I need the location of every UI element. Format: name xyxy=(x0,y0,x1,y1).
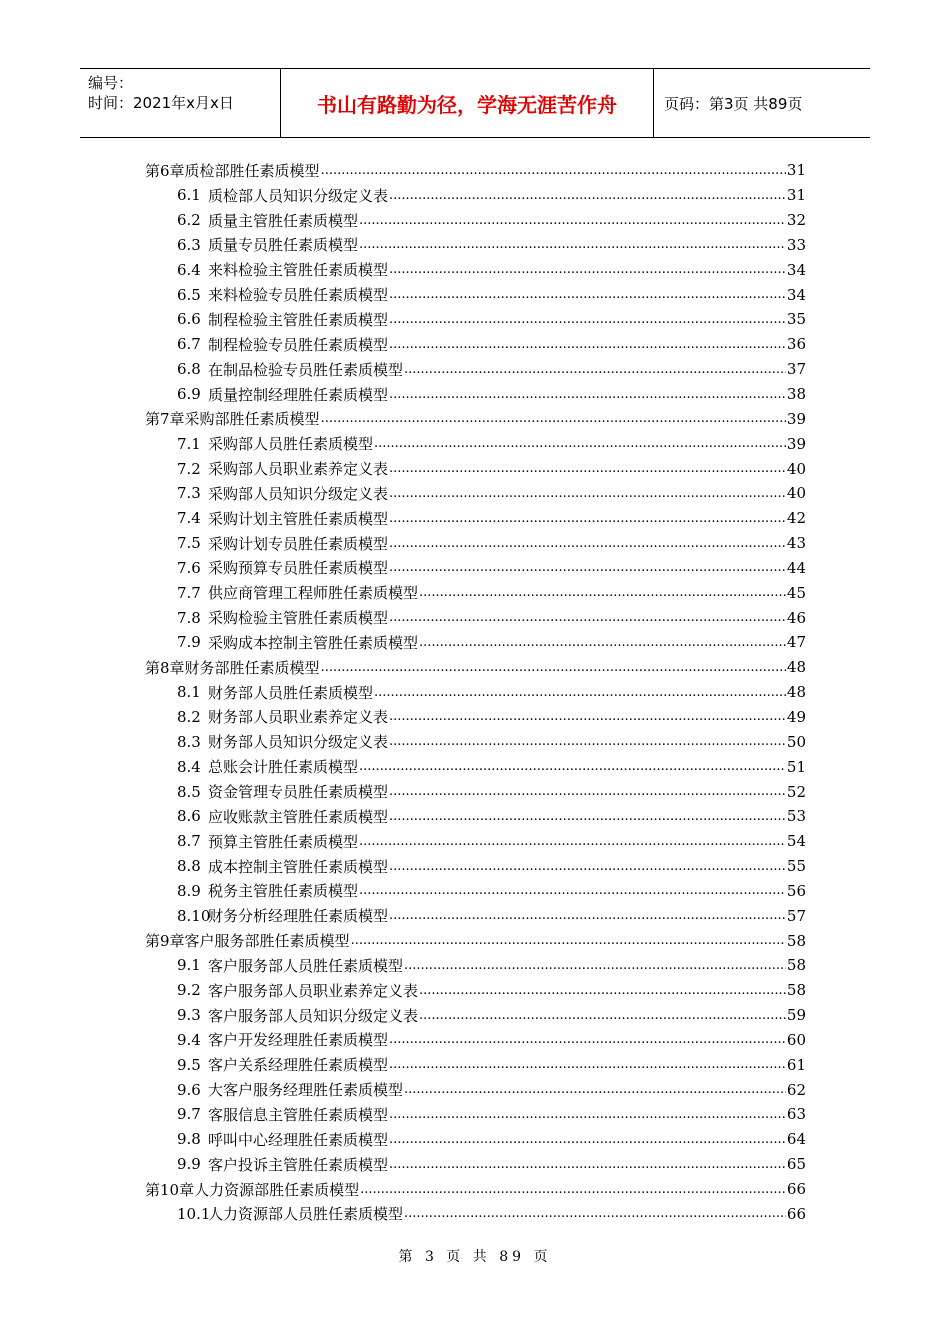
code-label: 编号： xyxy=(88,74,134,92)
toc-entry-number: 9.1 xyxy=(177,956,201,975)
table-of-contents xyxy=(145,158,806,1226)
toc-entry-page: 54 xyxy=(786,832,806,851)
toc-entry-number: 8.8 xyxy=(177,857,201,876)
toc-entry-page: 34 xyxy=(786,285,806,304)
toc-entry-page: 63 xyxy=(786,1105,806,1124)
toc-section-entry[interactable] xyxy=(145,1052,806,1077)
toc-entry-number: 6.7 xyxy=(177,335,201,354)
toc-entry-number: 9.7 xyxy=(177,1105,201,1124)
toc-entry-number: 8.6 xyxy=(177,807,201,826)
toc-entry-page: 51 xyxy=(786,757,806,776)
toc-section-entry[interactable] xyxy=(145,580,806,605)
toc-entry-title: 质量主管胜任素质模型 xyxy=(208,211,359,230)
toc-entry-title: 应收账款主管胜任素质模型 xyxy=(208,807,389,826)
toc-entry-title: 质检部人员知识分级定义表 xyxy=(208,186,389,205)
toc-leader-dots xyxy=(389,536,786,551)
toc-entry-number: 8.4 xyxy=(177,757,201,776)
toc-entry-title: 采购成本控制主管胜任素质模型 xyxy=(208,633,419,652)
header-meta xyxy=(80,69,281,137)
toc-entry-page: 50 xyxy=(786,732,806,751)
toc-section-entry[interactable] xyxy=(145,705,806,730)
toc-entry-number: 7.2 xyxy=(177,459,201,478)
toc-entry-page: 44 xyxy=(786,558,806,577)
toc-entry-title: 采购检验主管胜任素质模型 xyxy=(208,609,389,628)
toc-section-entry[interactable] xyxy=(145,1003,806,1028)
page-footer: 第 3 页 共 89 页 xyxy=(398,1249,552,1265)
toc-entry-number: 9.5 xyxy=(177,1055,201,1074)
toc-section-entry[interactable] xyxy=(145,456,806,481)
toc-leader-dots xyxy=(404,362,786,377)
toc-leader-dots xyxy=(359,237,786,252)
toc-entry-page: 35 xyxy=(786,310,806,329)
toc-entry-number: 6.6 xyxy=(177,310,201,329)
toc-entry-page: 43 xyxy=(786,534,806,553)
toc-section-entry[interactable] xyxy=(145,556,806,581)
toc-entry-page: 48 xyxy=(786,683,806,702)
toc-chapter-entry[interactable] xyxy=(145,1177,806,1202)
toc-entry-number: 第10章 xyxy=(145,1180,195,1199)
toc-leader-dots xyxy=(389,908,786,923)
toc-entry-title: 采购部人员职业素养定义表 xyxy=(208,460,389,479)
toc-entry-page: 40 xyxy=(786,459,806,478)
toc-entry-page: 45 xyxy=(786,583,806,602)
time-label: 时间：2021年x月x日 xyxy=(88,94,234,112)
toc-section-entry[interactable] xyxy=(145,630,806,655)
toc-leader-dots xyxy=(389,262,786,277)
toc-entry-title: 财务部胜任素质模型 xyxy=(184,658,320,677)
toc-section-entry[interactable] xyxy=(145,531,806,556)
toc-entry-title: 客户服务部人员职业素养定义表 xyxy=(208,981,419,1000)
header-motto: 书山有路勤为径，学海无涯苦作舟 xyxy=(281,69,654,137)
toc-leader-dots xyxy=(389,610,786,625)
toc-section-entry[interactable] xyxy=(145,431,806,456)
toc-leader-dots xyxy=(419,635,786,650)
toc-entry-number: 6.9 xyxy=(177,385,201,404)
toc-entry-number: 7.9 xyxy=(177,633,201,652)
toc-entry-page: 58 xyxy=(786,931,806,950)
toc-entry-number: 7.4 xyxy=(177,509,201,528)
toc-leader-dots xyxy=(321,163,786,178)
toc-entry-title: 客户服务部人员知识分级定义表 xyxy=(208,1006,419,1025)
toc-leader-dots xyxy=(389,1032,786,1047)
toc-leader-dots xyxy=(404,1082,786,1097)
toc-entry-title: 采购部人员胜任素质模型 xyxy=(208,435,374,454)
toc-leader-dots xyxy=(389,511,786,526)
toc-entry-page: 60 xyxy=(786,1030,806,1049)
toc-section-entry[interactable] xyxy=(145,903,806,928)
toc-entry-number: 9.3 xyxy=(177,1006,201,1025)
toc-entry-title: 质检部胜任素质模型 xyxy=(184,161,320,180)
toc-section-entry[interactable] xyxy=(145,1028,806,1053)
toc-chapter-entry[interactable] xyxy=(145,928,806,953)
toc-section-entry[interactable] xyxy=(145,1127,806,1152)
toc-entry-title: 在制品检验专员胜任素质模型 xyxy=(208,360,404,379)
toc-entry-title: 质量控制经理胜任素质模型 xyxy=(208,385,389,404)
toc-entry-title: 财务分析经理胜任素质模型 xyxy=(208,907,389,926)
toc-entry-number: 7.3 xyxy=(177,484,201,503)
toc-entry-number: 6.3 xyxy=(177,235,201,254)
toc-entry-title: 采购部胜任素质模型 xyxy=(184,410,320,429)
toc-entry-page: 66 xyxy=(786,1180,806,1199)
toc-entry-title: 人力资源部胜任素质模型 xyxy=(194,1180,360,1199)
toc-leader-dots xyxy=(360,1182,786,1197)
toc-leader-dots xyxy=(389,461,786,476)
toc-entry-page: 52 xyxy=(786,782,806,801)
toc-section-entry[interactable] xyxy=(145,878,806,903)
toc-entry-page: 42 xyxy=(786,509,806,528)
toc-entry-number: 6.5 xyxy=(177,285,201,304)
toc-entry-number: 第9章 xyxy=(145,932,185,951)
toc-entry-title: 客户关系经理胜任素质模型 xyxy=(208,1056,389,1075)
toc-entry-page: 32 xyxy=(786,211,806,230)
toc-entry-title: 客户投诉主管胜任素质模型 xyxy=(208,1155,389,1174)
toc-chapter-entry[interactable] xyxy=(145,655,806,680)
toc-entry-number: 7.8 xyxy=(177,608,201,627)
toc-leader-dots xyxy=(389,734,786,749)
toc-section-entry[interactable] xyxy=(145,1152,806,1177)
toc-entry-title: 资金管理专员胜任素质模型 xyxy=(208,783,389,802)
toc-entry-page: 33 xyxy=(786,235,806,254)
toc-leader-dots xyxy=(419,983,786,998)
toc-leader-dots xyxy=(359,759,786,774)
toc-entry-number: 9.2 xyxy=(177,981,201,1000)
toc-entry-title: 人力资源部人员胜任素质模型 xyxy=(208,1205,404,1224)
toc-leader-dots xyxy=(389,1107,786,1122)
toc-entry-number: 10.1 xyxy=(177,1204,211,1223)
toc-entry-page: 59 xyxy=(786,1006,806,1025)
toc-leader-dots xyxy=(359,834,786,849)
toc-entry-title: 采购计划专员胜任素质模型 xyxy=(208,534,389,553)
toc-entry-page: 56 xyxy=(786,881,806,900)
toc-entry-number: 第6章 xyxy=(145,161,185,180)
toc-leader-dots xyxy=(351,933,786,948)
toc-entry-number: 7.1 xyxy=(177,434,201,453)
toc-entry-number: 9.4 xyxy=(177,1030,201,1049)
toc-entry-number: 6.4 xyxy=(177,260,201,279)
toc-entry-title: 财务部人员职业素养定义表 xyxy=(208,708,389,727)
toc-leader-dots xyxy=(389,1057,786,1072)
toc-leader-dots xyxy=(374,436,786,451)
toc-leader-dots xyxy=(389,312,786,327)
toc-entry-number: 8.3 xyxy=(177,732,201,751)
toc-entry-title: 来料检验主管胜任素质模型 xyxy=(208,261,389,280)
toc-section-entry[interactable] xyxy=(145,804,806,829)
toc-section-entry[interactable] xyxy=(145,357,806,382)
toc-section-entry[interactable] xyxy=(145,382,806,407)
toc-entry-page: 53 xyxy=(786,807,806,826)
toc-section-entry[interactable] xyxy=(145,1201,806,1226)
toc-entry-title: 大客户服务经理胜任素质模型 xyxy=(208,1081,404,1100)
toc-section-entry[interactable] xyxy=(145,183,806,208)
toc-entry-title: 制程检验专员胜任素质模型 xyxy=(208,335,389,354)
toc-leader-dots xyxy=(389,560,786,575)
toc-entry-page: 34 xyxy=(786,260,806,279)
toc-leader-dots xyxy=(389,1132,786,1147)
toc-entry-title: 客户服务部人员胜任素质模型 xyxy=(208,956,404,975)
toc-section-entry[interactable] xyxy=(145,779,806,804)
toc-section-entry[interactable] xyxy=(145,1102,806,1127)
toc-entry-page: 39 xyxy=(786,434,806,453)
toc-entry-number: 7.6 xyxy=(177,558,201,577)
toc-section-entry[interactable] xyxy=(145,282,806,307)
toc-section-entry[interactable] xyxy=(145,953,806,978)
toc-leader-dots xyxy=(321,660,786,675)
toc-section-entry[interactable] xyxy=(145,754,806,779)
toc-entry-title: 客户开发经理胜任素质模型 xyxy=(208,1031,389,1050)
toc-entry-page: 62 xyxy=(786,1080,806,1099)
toc-entry-page: 39 xyxy=(786,409,806,428)
toc-entry-title: 呼叫中心经理胜任素质模型 xyxy=(208,1130,389,1149)
toc-entry-title: 来料检验专员胜任素质模型 xyxy=(208,286,389,305)
toc-section-entry[interactable] xyxy=(145,233,806,258)
toc-entry-page: 40 xyxy=(786,484,806,503)
toc-section-entry[interactable] xyxy=(145,605,806,630)
toc-section-entry[interactable] xyxy=(145,1077,806,1102)
toc-entry-page: 61 xyxy=(786,1055,806,1074)
toc-entry-number: 第8章 xyxy=(145,658,185,677)
toc-entry-title: 采购部人员知识分级定义表 xyxy=(208,484,389,503)
page-header xyxy=(80,68,870,138)
toc-entry-page: 47 xyxy=(786,633,806,652)
toc-entry-number: 8.2 xyxy=(177,707,201,726)
toc-entry-title: 财务部人员胜任素质模型 xyxy=(208,683,374,702)
toc-entry-title: 总账会计胜任素质模型 xyxy=(208,758,359,777)
toc-entry-number: 9.9 xyxy=(177,1155,201,1174)
toc-entry-title: 采购预算专员胜任素质模型 xyxy=(208,559,389,578)
toc-entry-number: 8.1 xyxy=(177,683,201,702)
toc-entry-page: 55 xyxy=(786,857,806,876)
toc-leader-dots xyxy=(389,709,786,724)
toc-entry-number: 8.10 xyxy=(177,906,211,925)
toc-leader-dots xyxy=(389,1157,786,1172)
toc-section-entry[interactable] xyxy=(145,481,806,506)
toc-leader-dots xyxy=(404,1206,786,1221)
toc-chapter-entry[interactable] xyxy=(145,158,806,183)
toc-entry-page: 46 xyxy=(786,608,806,627)
toc-entry-number: 8.5 xyxy=(177,782,201,801)
toc-leader-dots xyxy=(359,213,786,228)
header-page-info: 页码：第3页 共89页 xyxy=(664,94,803,113)
toc-leader-dots xyxy=(389,337,786,352)
toc-leader-dots xyxy=(419,1008,786,1023)
toc-entry-title: 税务主管胜任素质模型 xyxy=(208,882,359,901)
toc-section-entry[interactable] xyxy=(145,208,806,233)
toc-chapter-entry[interactable] xyxy=(145,406,806,431)
toc-entry-number: 9.8 xyxy=(177,1130,201,1149)
toc-entry-number: 9.6 xyxy=(177,1080,201,1099)
toc-entry-page: 36 xyxy=(786,335,806,354)
toc-entry-page: 58 xyxy=(786,981,806,1000)
toc-section-entry[interactable] xyxy=(145,680,806,705)
toc-entry-number: 6.1 xyxy=(177,186,201,205)
toc-entry-title: 财务部人员知识分级定义表 xyxy=(208,733,389,752)
toc-leader-dots xyxy=(389,287,786,302)
toc-section-entry[interactable] xyxy=(145,332,806,357)
toc-entry-title: 质量专员胜任素质模型 xyxy=(208,236,359,255)
toc-entry-title: 成本控制主管胜任素质模型 xyxy=(208,857,389,876)
toc-entry-number: 8.9 xyxy=(177,881,201,900)
toc-leader-dots xyxy=(389,784,786,799)
toc-entry-page: 48 xyxy=(786,658,806,677)
toc-section-entry[interactable] xyxy=(145,506,806,531)
toc-entry-title: 供应商管理工程师胜任素质模型 xyxy=(208,584,419,603)
toc-leader-dots xyxy=(419,585,786,600)
toc-entry-page: 31 xyxy=(786,161,806,180)
toc-entry-number: 6.8 xyxy=(177,360,201,379)
toc-entry-number: 第7章 xyxy=(145,410,185,429)
toc-section-entry[interactable] xyxy=(145,257,806,282)
toc-entry-title: 采购计划主管胜任素质模型 xyxy=(208,509,389,528)
toc-section-entry[interactable] xyxy=(145,978,806,1003)
toc-entry-page: 58 xyxy=(786,956,806,975)
toc-leader-dots xyxy=(359,883,786,898)
toc-leader-dots xyxy=(389,859,786,874)
toc-leader-dots xyxy=(389,809,786,824)
toc-section-entry[interactable] xyxy=(145,307,806,332)
toc-leader-dots xyxy=(389,387,786,402)
toc-leader-dots xyxy=(389,188,786,203)
toc-entry-page: 64 xyxy=(786,1130,806,1149)
toc-leader-dots xyxy=(404,958,786,973)
toc-entry-number: 6.2 xyxy=(177,211,201,230)
toc-entry-page: 66 xyxy=(786,1204,806,1223)
toc-entry-number: 7.5 xyxy=(177,534,201,553)
toc-entry-page: 31 xyxy=(786,186,806,205)
toc-leader-dots xyxy=(374,685,786,700)
toc-entry-page: 38 xyxy=(786,385,806,404)
toc-entry-page: 57 xyxy=(786,906,806,925)
toc-entry-number: 7.7 xyxy=(177,583,201,602)
toc-section-entry[interactable] xyxy=(145,854,806,879)
toc-entry-page: 65 xyxy=(786,1155,806,1174)
toc-leader-dots xyxy=(321,411,786,426)
toc-entry-title: 制程检验主管胜任素质模型 xyxy=(208,310,389,329)
toc-entry-page: 37 xyxy=(786,360,806,379)
toc-section-entry[interactable] xyxy=(145,729,806,754)
toc-entry-title: 预算主管胜任素质模型 xyxy=(208,832,359,851)
toc-entry-title: 客服信息主管胜任素质模型 xyxy=(208,1105,389,1124)
toc-entry-page: 49 xyxy=(786,707,806,726)
toc-leader-dots xyxy=(389,486,786,501)
toc-entry-number: 8.7 xyxy=(177,832,201,851)
toc-entry-title: 客户服务部胜任素质模型 xyxy=(184,932,350,951)
toc-section-entry[interactable] xyxy=(145,829,806,854)
